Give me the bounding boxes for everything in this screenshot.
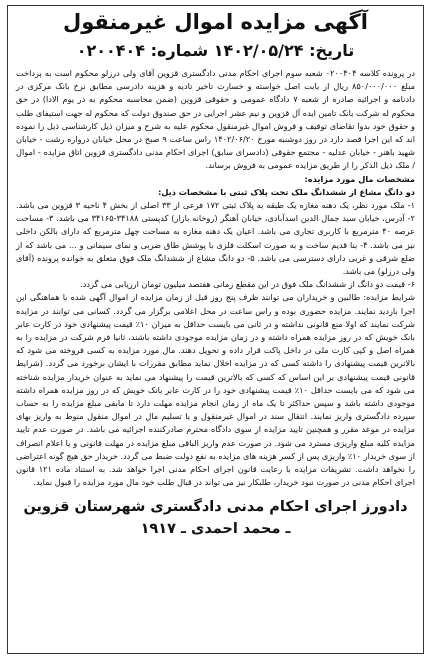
notice-frame <box>7 5 424 654</box>
property-specs-heading: مشخصات مال مورد مزایده: <box>304 173 415 184</box>
date-number-line: تاریخ: ۱۴۰۲/۰۵/۲۴ شماره: ۰۲۰۰۴۰۴ <box>76 41 355 60</box>
notice-body <box>8 67 423 490</box>
intro-paragraph: در پرونده کلاسه ۰۲۰۰۴۰۴ شعبه سوم اجرای احکام مدنی دادگستری قزوین آقای ولی درزلو محکوم است به پرداخت مبلغ ۸۵۰/۰۰۰/۰۰۰ ریال از بابت اصل خواسته و خسارت تاخیر تادیه و هزینه دادرسی مطابق نرخ بانک مرکزی در دادنامه و اجرائیه صادره از شعبه ۷ دادگاه عمومی و حقوقی قزوین (ضمن محاسبه محکوم به در یوم الادا) در حق محکوم له شرکت بانک تامین ایده آل قزوین و نیم عشر اجرایی در حق صندوق دولت که محکوم له جهت استیفای طلب و حقوق خود بدوا تقاضای توقیف و فروش اموال غیرمنقول محکوم علیه به شرح و میزان ذیل کارشناسی ذیل را نموده اند که این اجرا قصد دارد در روز دوشنبه مورخ ۱۴۰۲/۰۶/۲۰ راس ساعت ۹ صبح در محل خیابان درواره رشت - خیابان شهید باهنر - خیابان عدلیه - مجتمع حقوقی (دادسرای سابق) اجرای احکام مدنی دادگستری قزوین اتاق مزایده - اموال / ملک ذیل الذکر را از طریق مزایده عمومی به فروش برساند. <box>16 68 416 171</box>
signature-title: دادورز اجرای احکام مدنی دادگستری شهرستان قزوین <box>23 498 408 515</box>
signature-block <box>8 496 423 540</box>
property-details: ۱- ملک مورد نظر، یک دهنه مغازه یک طبقه به پلاک ثبتی ۱۷۲ فرعی از ۳۳ اصلی از بخش ۴ ناحیه ۳ قزوین می باشد. ۲- آدرس، خیابان سید جمال الدین اسدآبادی، خیابان آهنگر (روخانه بازار) کدپستی ۳۴۱۸۸-۳۴۱۶۵ می باشد. ۳- مساحت عرصه ۴۰ مترمربع با کاربری تجاری می باشد. اعیان یک دهنه مغازه به مساحت چهل مترمربع که دارای بالکن داخلی نیز می باشد. ۴- بنا قدیم ساخت و به صورت اسکلت فلزی با پوشش طاق ضربی و نمای سیمانی و ... می باشد که از ضلع شرقی و غربی دارای دسترسی می باشد. ۵- دو دانگ مشاع از ششدانگ ملک فوق متعلق به خوانده پرونده (آقای ولی درزلو) می باشد. <box>16 200 415 277</box>
property-share-line: دو دانگ مشاع از ششدانگ ملک تحت پلاک ثبتی با مشخصات ذیل: <box>158 186 415 197</box>
signature-name: ـ محمد احمدی ـ ۱۹۱۷ <box>140 520 291 537</box>
property-valuation: ۶- قیمت دو دانگ از ششدانگ ملک فوق در این مقطع زمانی هفتصد میلیون تومان ارزیابی می گردد. <box>80 279 415 290</box>
notice-title: آگهی مزایده اموال غیرمنقول <box>63 10 368 34</box>
auction-conditions: شرایط مزایده: طالبین و خریداران می توانند ظرف پنج روز قبل از زمان مزایده از اموال آگهی شده با هماهنگی این اجرا بازدید نمایند. مزایده حضوری بوده و راس ساعت در محل اعلامی برگزار می گردد. کسانی می توانند در مزایده شرکت نمایند که اولا منع قانونی نداشته و در ثانی می بایست حداقل به میزان ۱۰٪ قیمت پیشنهادی خود در کارت عابر بانک خویش که در روز مزایده همراه داشته و در زمان مزایده موجودی داشته باشند، ثانیا فرم شرکت در مزایده را به همراه اصل و کپی کارت ملی در داخل پاکت قرار داده و تحویل دهند. مال مورد مزایده به کسی فروخته می شود که بالاترین قیمت پیشنهادی را داشته کسی که در مزایده اخلال نماید مطابق مقررات با ایشان برخورد می گردد. (شرایط قانونی قیمت پیشنهادی بر این اساس که کسی که بالاترین قیمت را پیشنهاد می نماید به عنوان خریدار مزایده شناخته می شود که می بایست حداقل ۱۰٪ قیمت پیشنهادی خود را در کارت عابر بانک خویش که در روز مزایده همراه داشته موجودی داشته باشد و سپس حداکثر تا یک ماه از زمان انجام مزایده مهلت دارد تا مابقی مبلغ مزایده را به حساب سپرده دادگستری واریز نمایند. انتقال سند در اموال غیرمنقول و یا تسلیم مال در اموال منقول منوط به واریز بهای مزایده در موعد مقرر و همچنین تایید مزایده از سوی دادگاه محترم صادرکننده اجرائیه می باشد. در صورت عدم تایید مزایده کلیه مبلغ واریزی مسترد می شود. در صورت عدم واریز الباقی مبلغ مزایده در مهلت قانونی و یا اعلام انصراف از سوی خریدار ۱۰٪ واریزی پس از کسر هزینه های مزایده به نفع دولت ضبط می گردد. خریدار حق هیچ گونه اعتراضی را نخواهد داشت. تشریفات مزایده با رعایت قانون اجرای احکام مدنی اجرا خواهد شد. به استناد ماده ۱۲۱ قانون اجرای احکام مدنی در صورت نبود خریدار، طلبکار نیز می تواند در قبال طلب خود مال مورد مزایده را قبول نماید. <box>16 292 415 488</box>
